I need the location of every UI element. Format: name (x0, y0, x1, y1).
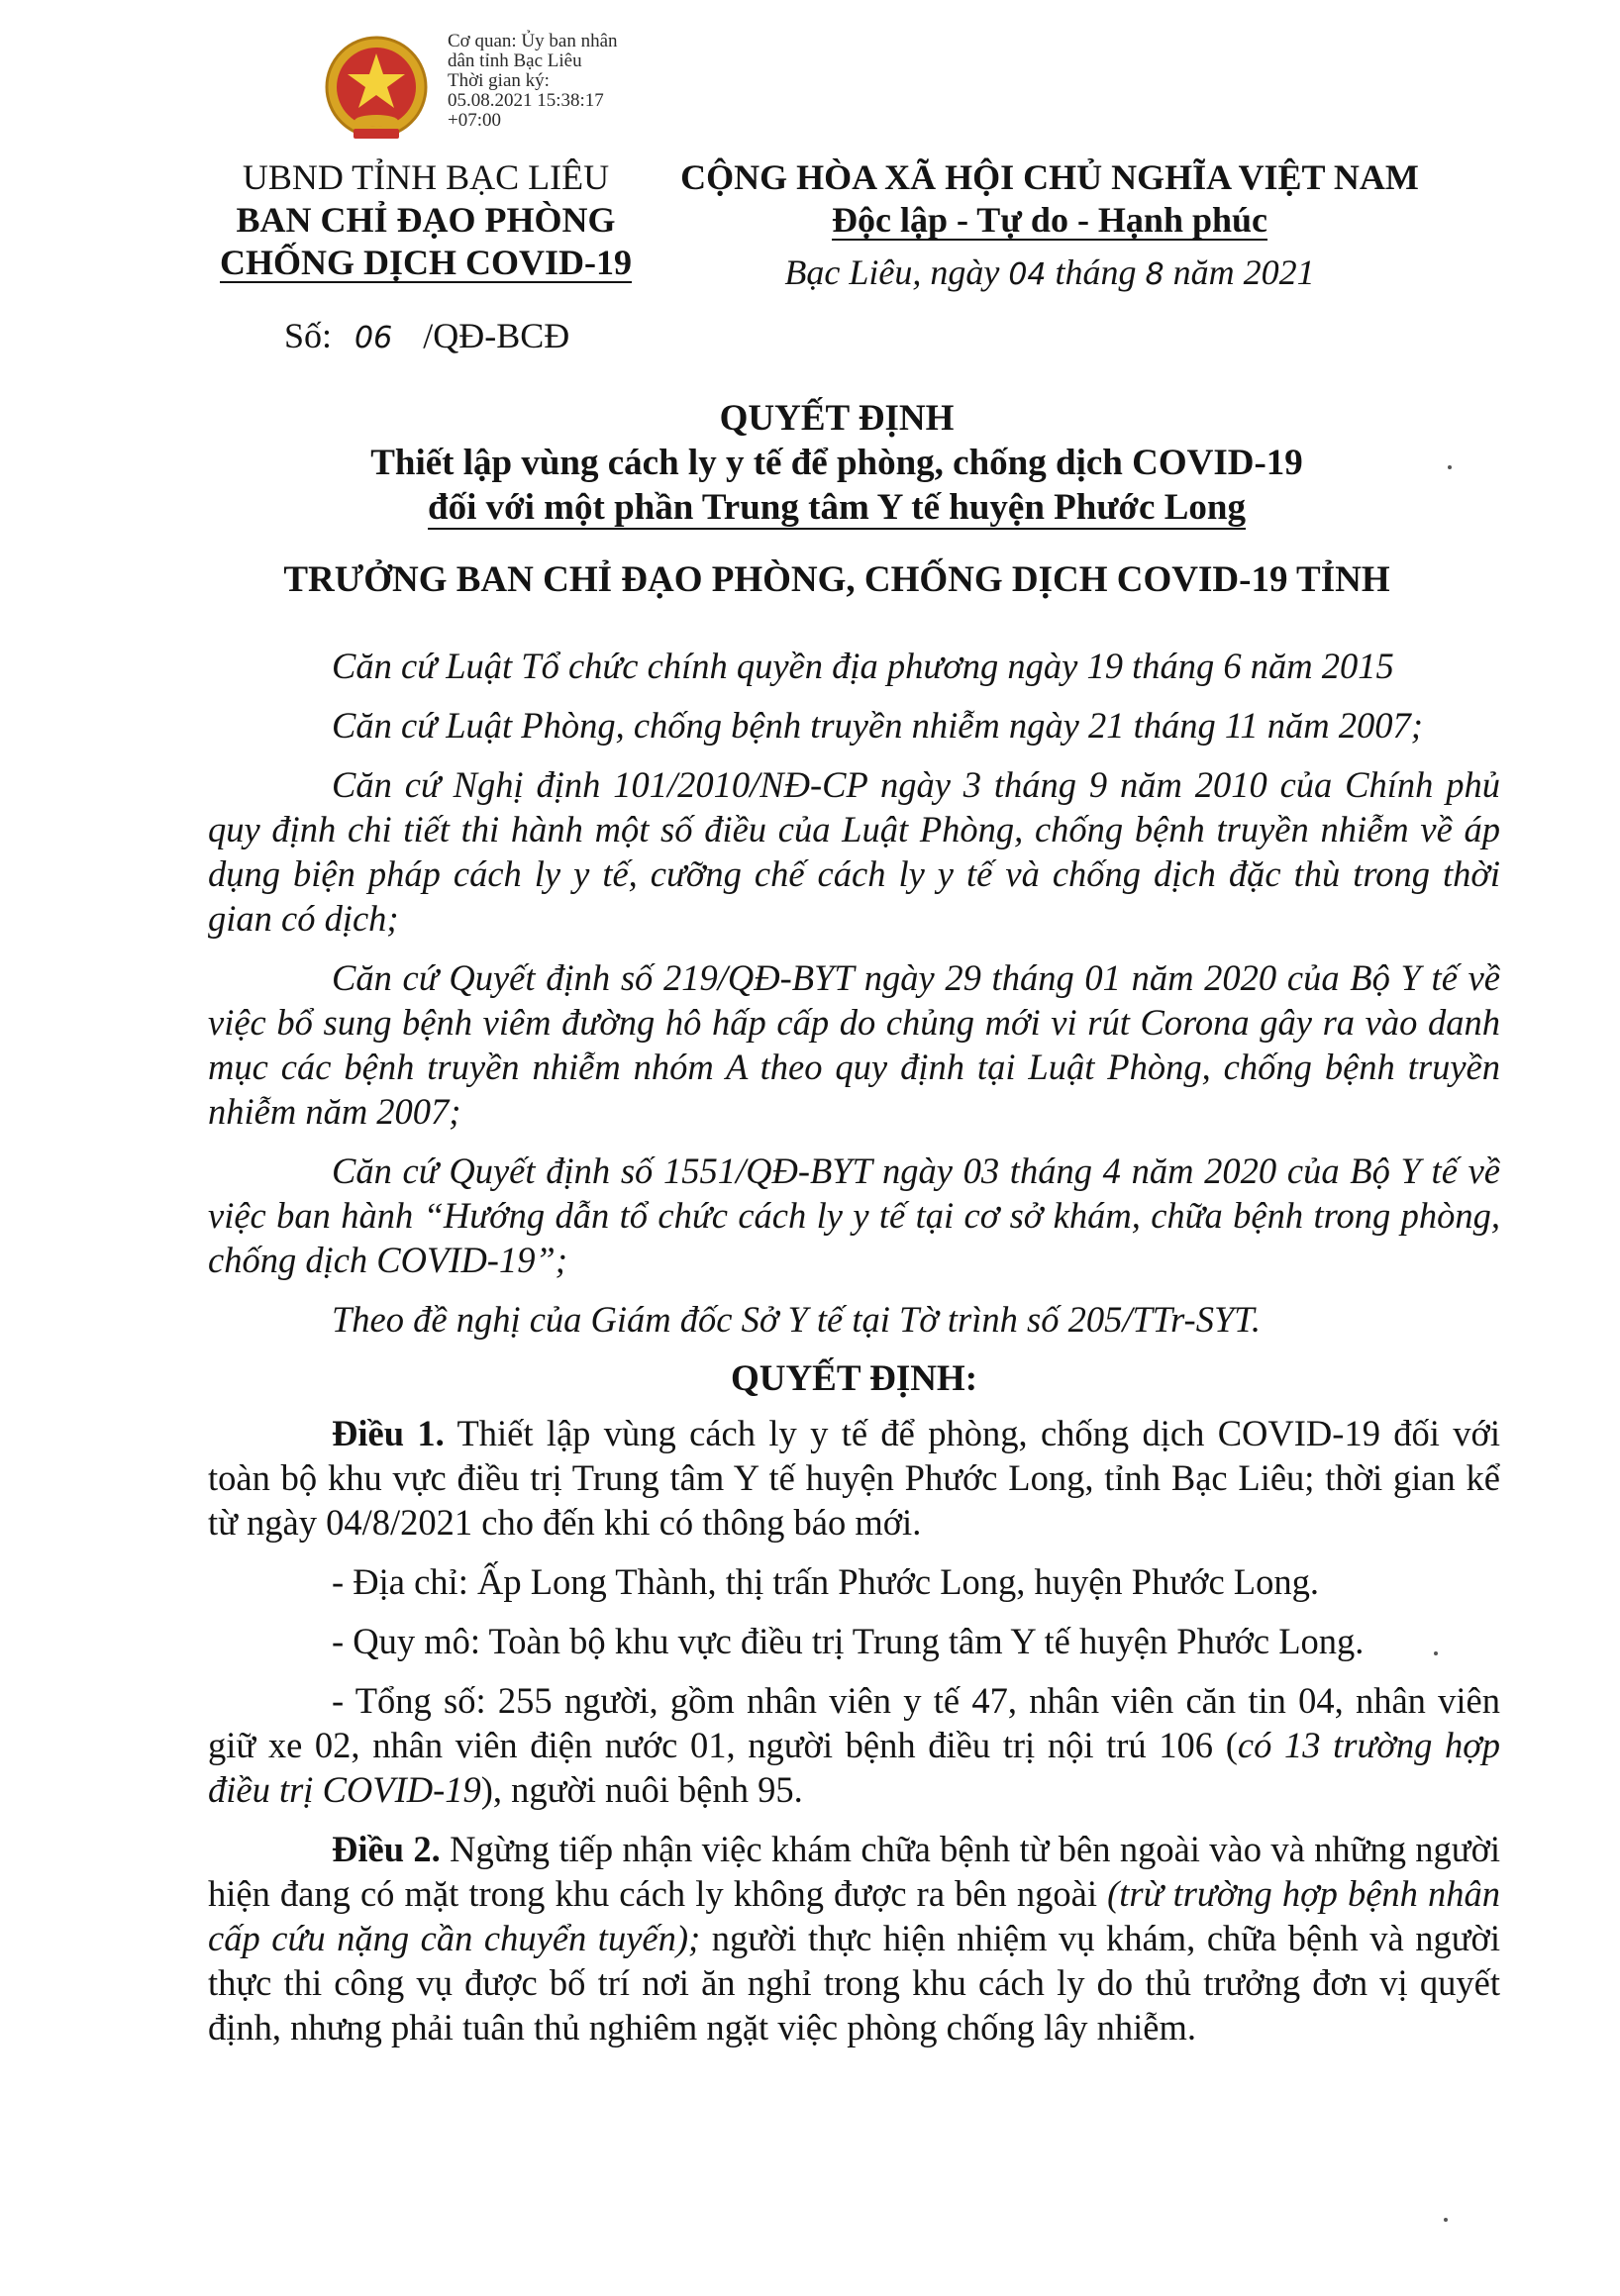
document-title (198, 396, 1475, 602)
national-motto: Độc lập - Tự do - Hạnh phúc (831, 200, 1268, 240)
article-1-text: Thiết lập vùng cách ly y tế để phòng, chống dịch COVID-19 đối với toàn bộ khu vực điều trị Trung tâm Y tế huyện Phước Long, tỉnh Bạc Liêu; thời gian kể từ ngày 04/8/2021 cho đến khi có thông báo mới. (208, 1413, 1500, 1543)
title-main: QUYẾT ĐỊNH (719, 398, 955, 439)
org-line-1: UBND TỈNH BẠC LIÊU (242, 157, 610, 197)
document-body (208, 644, 1500, 2064)
title-sub-1: Thiết lập vùng cách ly y tế để phòng, chống dịch COVID-19 (370, 443, 1303, 483)
docno-label: Số: (284, 316, 333, 355)
place-date (654, 251, 1446, 296)
article-2-text-italic: (trừ trường hợp bệnh nhân cấp cứu nặng cần chuyển tuyến); (208, 1873, 1500, 1958)
legal-basis-3: Căn cứ Nghị định 101/2010/NĐ-CP ngày 3 tháng 9 năm 2010 của Chính phủ quy định chi tiết thi hành một số điều của Luật Phòng, chống bệnh truyền nhiễm về áp dụng biện pháp cách ly y tế, cưỡng chế cách ly y tế và chống dịch đặc thù trong thời gian có dịch; (208, 764, 1500, 939)
month-label: tháng (1055, 252, 1137, 292)
signature-time-label: Thời gian ký: (448, 70, 550, 91)
handwritten-day: 04 (1008, 257, 1047, 292)
title-sub-2: đối với một phần Trung tâm Y tế huyện Phước Long (428, 487, 1246, 528)
year-label: năm 2021 (1172, 252, 1315, 292)
article-2-text-a: Ngừng tiếp nhận việc khám chữa bệnh từ bên ngoài vào và những người hiện đang có mặt trong khu cách ly không được ra bên ngoài (208, 1829, 1501, 1914)
total-text-a: - Tổng số: 255 người, gồm nhân viên y tế 47, nhân viên căn tin 04, nhân viên giữ xe 02, nhân viên điện nước 01, người bệnh điều trị nội trú 106 ( (208, 1680, 1500, 1765)
article-2-label: Điều 2. (332, 1829, 441, 1869)
total-text-b: ), người nuôi bệnh 95. (480, 1769, 803, 1810)
article-1-total (208, 1678, 1500, 1812)
signature-timezone: +07:00 (448, 110, 501, 131)
document-number (284, 315, 569, 356)
total-text-italic: có 13 trường hợp điều trị COVID-19 (208, 1725, 1500, 1810)
issuing-organization (198, 156, 654, 284)
org-line-2: BAN CHỈ ĐẠO PHÒNG (236, 200, 616, 240)
article-2 (208, 1827, 1500, 2049)
scan-speck (1434, 1651, 1438, 1655)
national-heading (654, 156, 1446, 296)
place-prefix: Bạc Liêu, ngày (784, 252, 1000, 292)
article-2-text-b: người thực hiện nhiệm vụ khám, chữa bệnh và người thực thi công vụ được bố trí nơi ăn nghỉ trong khu cách ly do thủ trưởng đơn vị quyết định, nhưng phải tuân thủ nghiêm ngặt việc phòng chống lây nhiễm. (208, 1918, 1500, 2047)
docno-suffix: /QĐ-BCĐ (423, 316, 570, 355)
scan-speck (1448, 465, 1452, 469)
decision-heading: QUYẾT ĐỊNH: (730, 1358, 978, 1399)
article-1-address: - Địa chỉ: Ấp Long Thành, thị trấn Phước Long, huyện Phước Long. (332, 1561, 1319, 1602)
org-line-3: CHỐNG DỊCH COVID-19 (219, 243, 632, 282)
signature-agency: Cơ quan: Ủy ban nhân (448, 31, 618, 51)
signature-agency-cont: dân tỉnh Bạc Liêu (448, 50, 582, 71)
article-1-scale: - Quy mô: Toàn bộ khu vực điều trị Trung tâm Y tế huyện Phước Long. (332, 1621, 1365, 1661)
signature-timestamp: 05.08.2021 15:38:17 (448, 90, 604, 111)
legal-basis-6: Theo đề nghị của Giám đốc Sở Y tế tại Tờ trình số 205/TTr-SYT. (332, 1299, 1261, 1340)
title-authority: TRƯỞNG BAN CHỈ ĐẠO PHÒNG, CHỐNG DỊCH COVID-19 TỈNH (283, 559, 1390, 600)
digital-signature-info (448, 32, 618, 131)
article-1-label: Điều 1. (332, 1413, 445, 1453)
handwritten-month: 8 (1145, 257, 1164, 292)
country-name: CỘNG HÒA XÃ HỘI CHỦ NGHĨA VIỆT NAM (680, 157, 1419, 197)
legal-basis-1: Căn cứ Luật Tổ chức chính quyền địa phương ngày 19 tháng 6 năm 2015 (332, 646, 1394, 686)
article-1 (208, 1411, 1500, 1545)
scan-speck (1444, 2218, 1448, 2222)
legal-basis-2: Căn cứ Luật Phòng, chống bệnh truyền nhiễm ngày 21 tháng 11 năm 2007; (332, 705, 1423, 746)
legal-basis-4: Căn cứ Quyết định số 219/QĐ-BYT ngày 29 tháng 01 năm 2020 của Bộ Y tế về việc bổ sung bệnh viêm đường hô hấp cấp do chủng mới vi rút Corona gây ra vào danh mục các bệnh truyền nhiễm nhóm A theo quy định tại Luật Phòng, chống bệnh truyền nhiễm năm 2007; (208, 957, 1500, 1132)
national-emblem-seal (322, 30, 431, 149)
legal-basis-5: Căn cứ Quyết định số 1551/QĐ-BYT ngày 03 tháng 4 năm 2020 của Bộ Y tế về việc ban hành “Hướng dẫn tổ chức cách ly y tế tại cơ sở khám, chữa bệnh trong phòng, chống dịch COVID-19”; (208, 1150, 1500, 1280)
handwritten-docno: 06 (354, 321, 393, 355)
